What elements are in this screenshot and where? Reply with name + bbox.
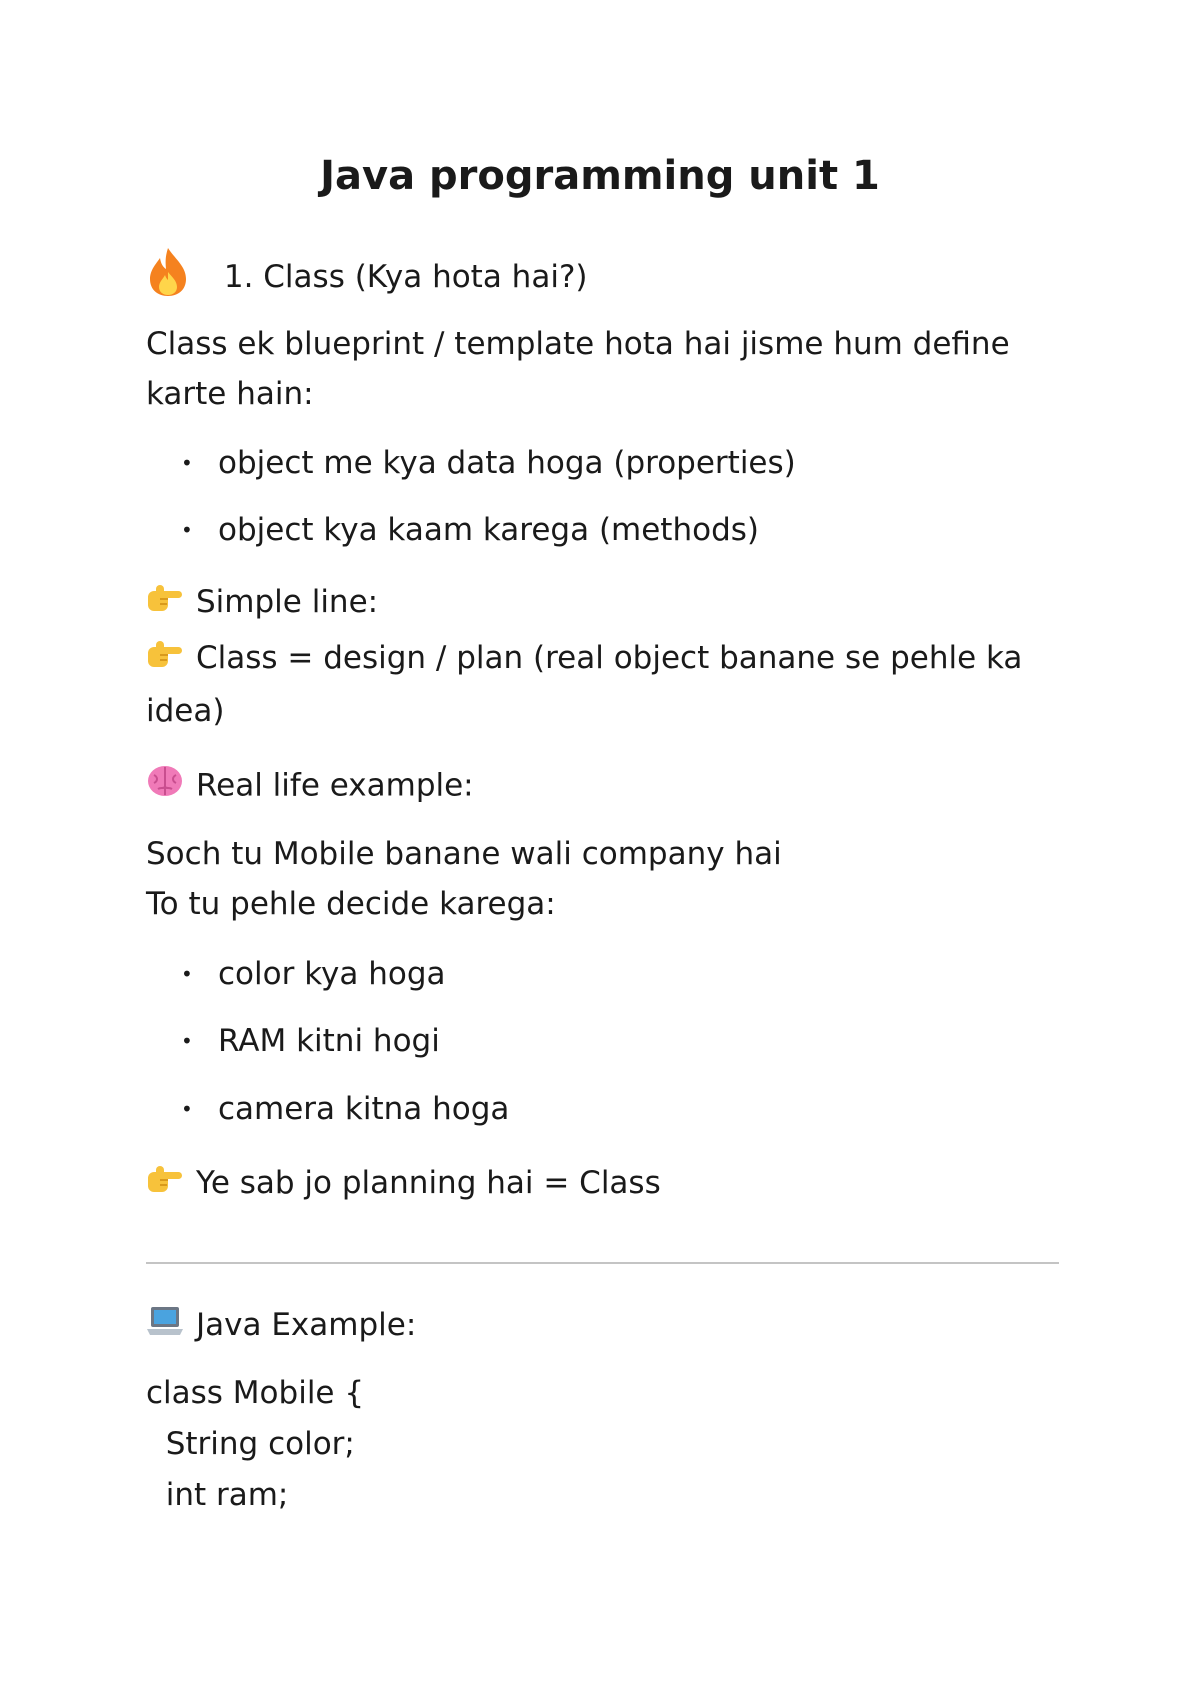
section-heading-text: 1. Class (Kya hota hai?) xyxy=(223,258,588,295)
class-definition-line-2: idea) xyxy=(146,693,225,729)
pointing-hand-icon xyxy=(146,581,184,627)
list-item: object me kya data hoga (properties) xyxy=(218,445,796,481)
fire-icon xyxy=(146,246,190,310)
real-life-text: Real life example: xyxy=(196,767,474,804)
list-item: camera kitna hoga xyxy=(218,1091,510,1127)
real-life-label xyxy=(146,763,474,811)
simple-line-label xyxy=(146,580,378,627)
intro-line-1: Class ek blueprint / template hota hai jisme hum define xyxy=(146,326,1010,362)
section-heading xyxy=(146,246,588,310)
simple-line-text: Simple line: xyxy=(196,584,379,620)
code-line: int ram; xyxy=(146,1477,289,1513)
bullet-marker: • xyxy=(181,451,193,475)
example-line-2: To tu pehle decide karega: xyxy=(146,886,556,922)
bullet-marker: • xyxy=(181,1097,193,1121)
example-line-1: Soch tu Mobile banane wali company hai xyxy=(146,836,782,872)
planning-line xyxy=(146,1161,661,1208)
class-definition-text: Class = design / plan (real object banane se pehle ka xyxy=(196,640,1023,676)
brain-icon xyxy=(146,763,184,811)
java-example-label xyxy=(146,1303,416,1349)
bullet-marker: • xyxy=(181,962,193,986)
java-example-text: Java Example: xyxy=(196,1307,417,1343)
list-item: RAM kitni hogi xyxy=(218,1023,440,1059)
bullet-marker: • xyxy=(181,518,193,542)
bullet-marker: • xyxy=(181,1029,193,1053)
pointing-hand-icon xyxy=(146,1162,184,1208)
code-line: class Mobile { xyxy=(146,1375,365,1411)
page-title: Java programming unit 1 xyxy=(320,153,880,199)
laptop-icon xyxy=(146,1305,184,1349)
list-item: color kya hoga xyxy=(218,956,446,992)
intro-line-2: karte hain: xyxy=(146,376,314,412)
class-definition-line-1 xyxy=(146,636,1022,683)
horizontal-divider xyxy=(146,1262,1059,1264)
list-item: object kya kaam karega (methods) xyxy=(218,512,760,548)
pointing-hand-icon xyxy=(146,637,184,683)
planning-line-text: Ye sab jo planning hai = Class xyxy=(196,1165,661,1201)
code-line: String color; xyxy=(146,1426,355,1462)
